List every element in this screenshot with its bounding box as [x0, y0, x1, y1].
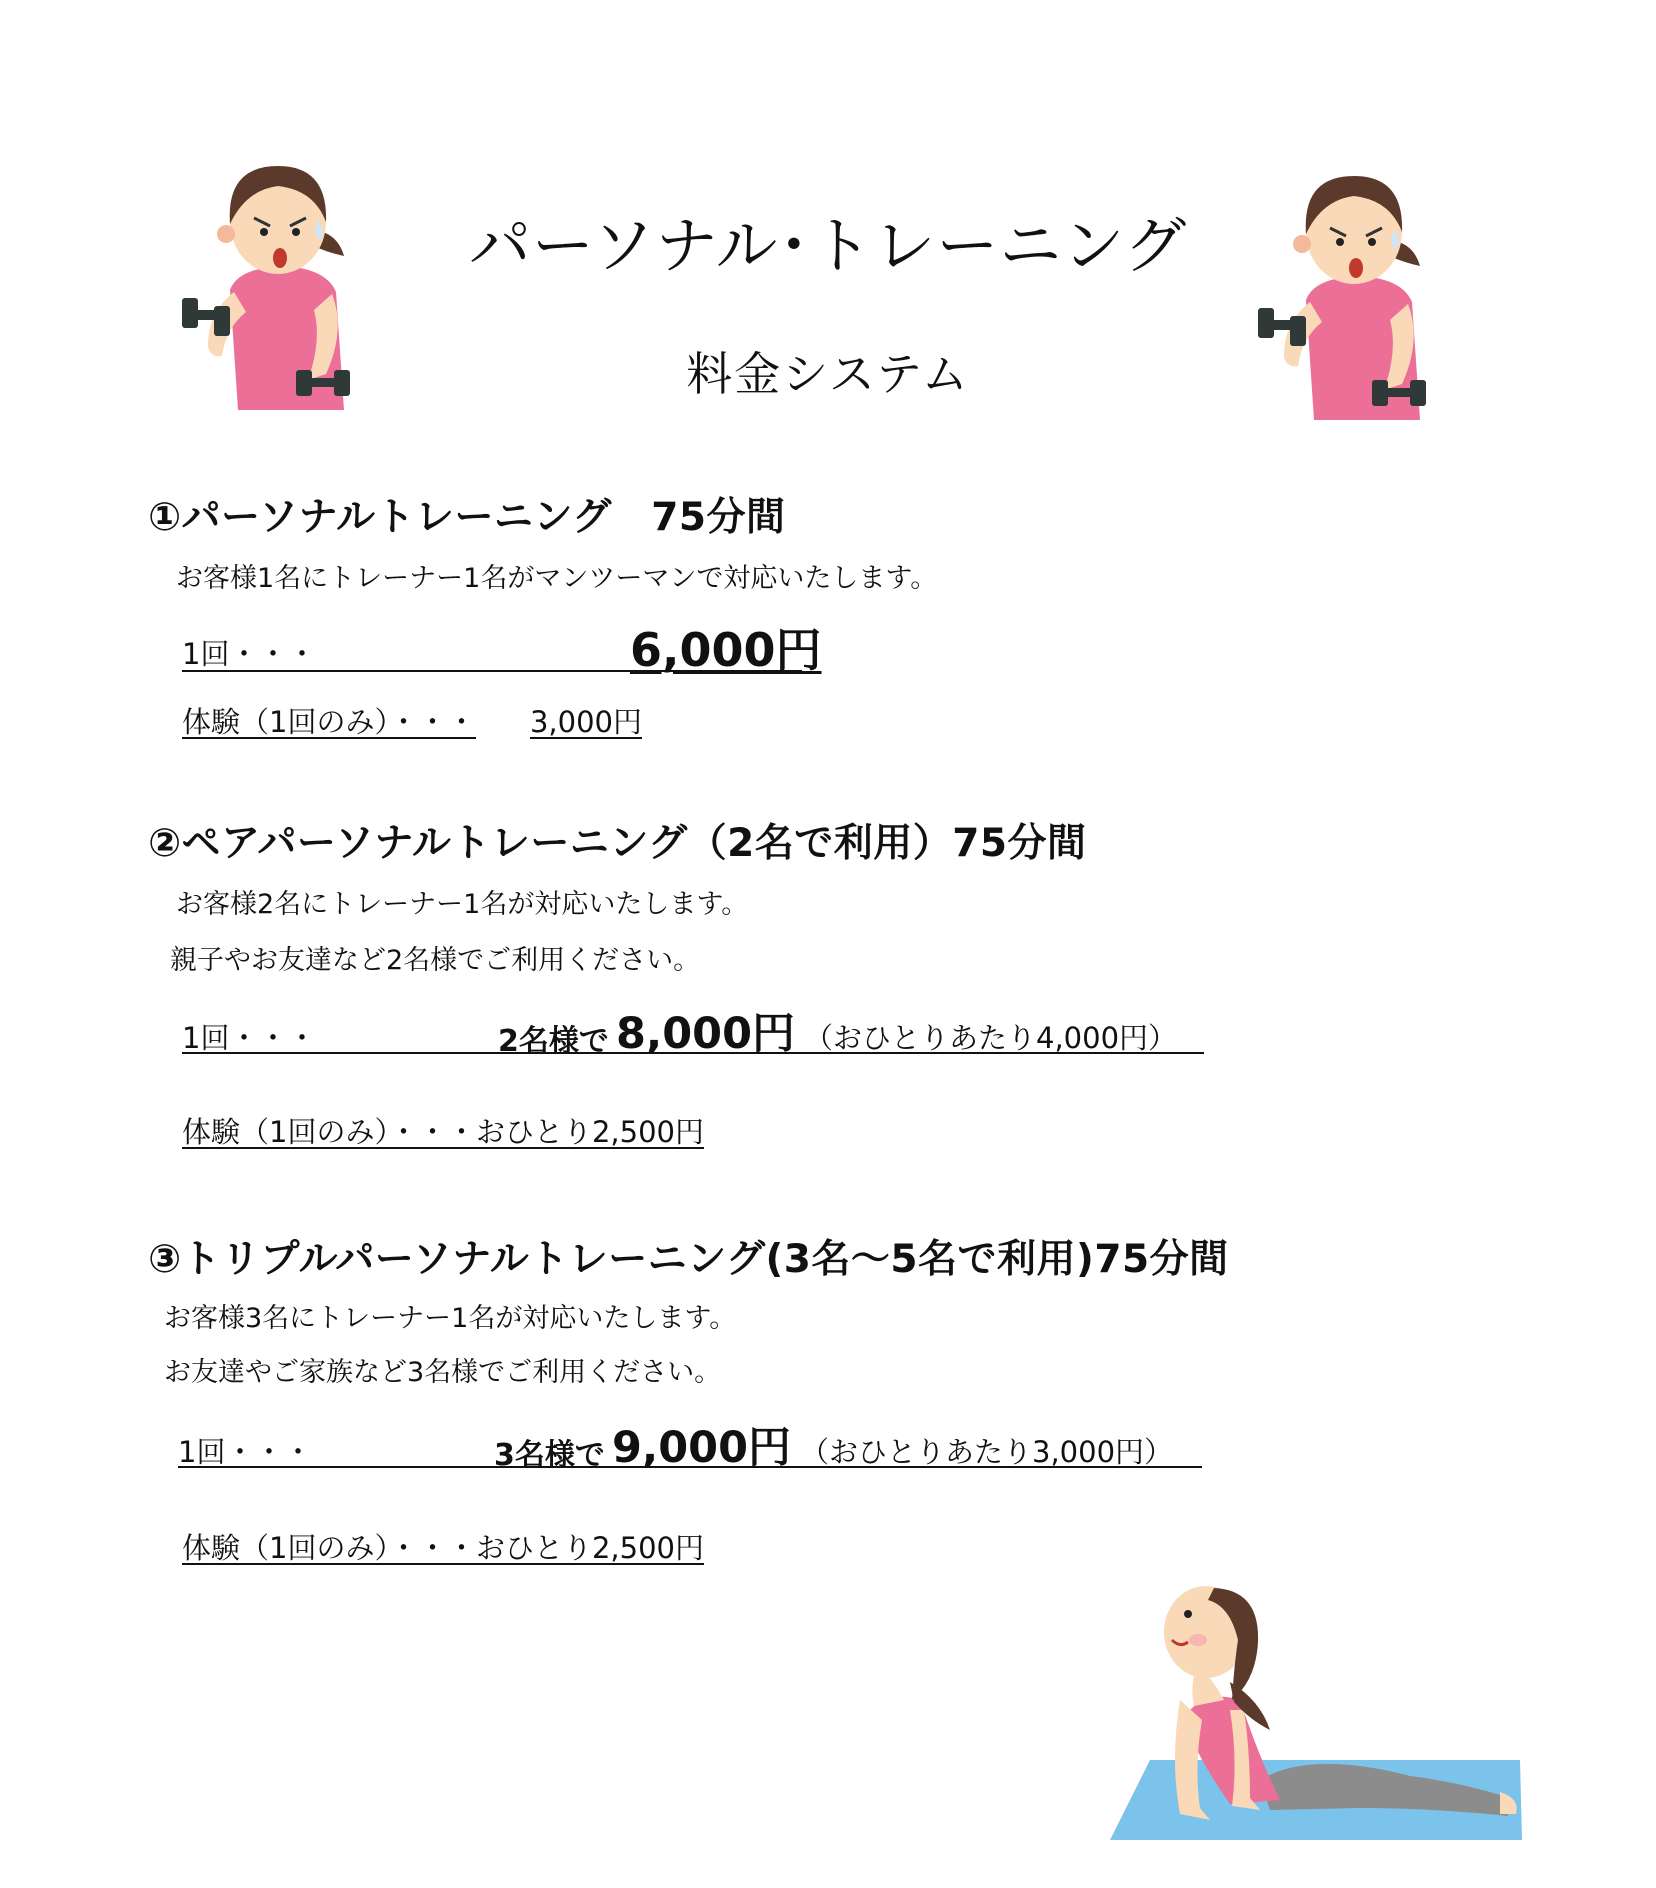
plan-2-session-prefix: 2名様で	[498, 1024, 609, 1059]
page-title: パーソナル･トレーニング	[468, 209, 1188, 282]
plan-2-trial-text: 体験（1回のみ）・・・おひとり2,500円	[182, 1115, 704, 1149]
plan-3-session-label: 1回・・・	[178, 1435, 313, 1469]
plan-1-session-row	[182, 622, 822, 677]
plan-2-heading: ②ペアパーソナルトレーニング（2名で利用）75分間	[148, 821, 1087, 866]
plan-3-session-prefix: 3名様で	[494, 1438, 605, 1473]
plan-3-trial-row	[182, 1526, 704, 1567]
plan-2-description-line-1: お客様2名にトレーナー1名が対応いたします。	[176, 889, 749, 920]
plan-1-heading: ①パーソナルトレーニング 75分間	[148, 495, 786, 540]
plan-2-session-price: 8,000円	[616, 1009, 796, 1059]
plan-1-description: お客様1名にトレーナー1名がマンツーマンで対応いたします。	[176, 563, 938, 594]
plan-3-heading: ③トリプルパーソナルトレーニング(3名～5名で利用)75分間	[148, 1237, 1229, 1282]
plan-2-session-label: 1回・・・	[182, 1021, 317, 1055]
plan-3-session-note: （おひとりあたり3,000円）	[800, 1435, 1174, 1469]
plan-2-session-row	[182, 1004, 1204, 1059]
plan-1-trial-row	[182, 700, 642, 741]
plan-1-session-price: 6,000円	[630, 623, 822, 677]
plan-3-session-row	[178, 1418, 1202, 1473]
plan-2-description-line-2: 親子やお友達など2名様でご利用ください。	[170, 945, 701, 976]
page-subtitle: 料金システム	[686, 347, 970, 401]
yoga-woman-illustration	[1110, 1570, 1530, 1840]
plan-3-description-line-2: お友達やご家族など3名様でご利用ください。	[164, 1357, 722, 1388]
plan-3-trial-text: 体験（1回のみ）・・・おひとり2,500円	[182, 1531, 704, 1565]
plan-2-session-note: （おひとりあたり4,000円）	[804, 1021, 1178, 1055]
plan-1-trial-price: 3,000円	[529, 705, 642, 739]
plan-1-session-label: 1回・・・	[182, 637, 317, 671]
plan-3-description-line-1: お客様3名にトレーナー1名が対応いたします。	[164, 1303, 737, 1334]
plan-1-trial-label: 体験（1回のみ）・・・	[182, 705, 476, 739]
plan-3-session-price: 9,000円	[612, 1423, 792, 1473]
plan-2-trial-row	[182, 1110, 704, 1151]
yoga-woman-icon	[1110, 1586, 1522, 1840]
